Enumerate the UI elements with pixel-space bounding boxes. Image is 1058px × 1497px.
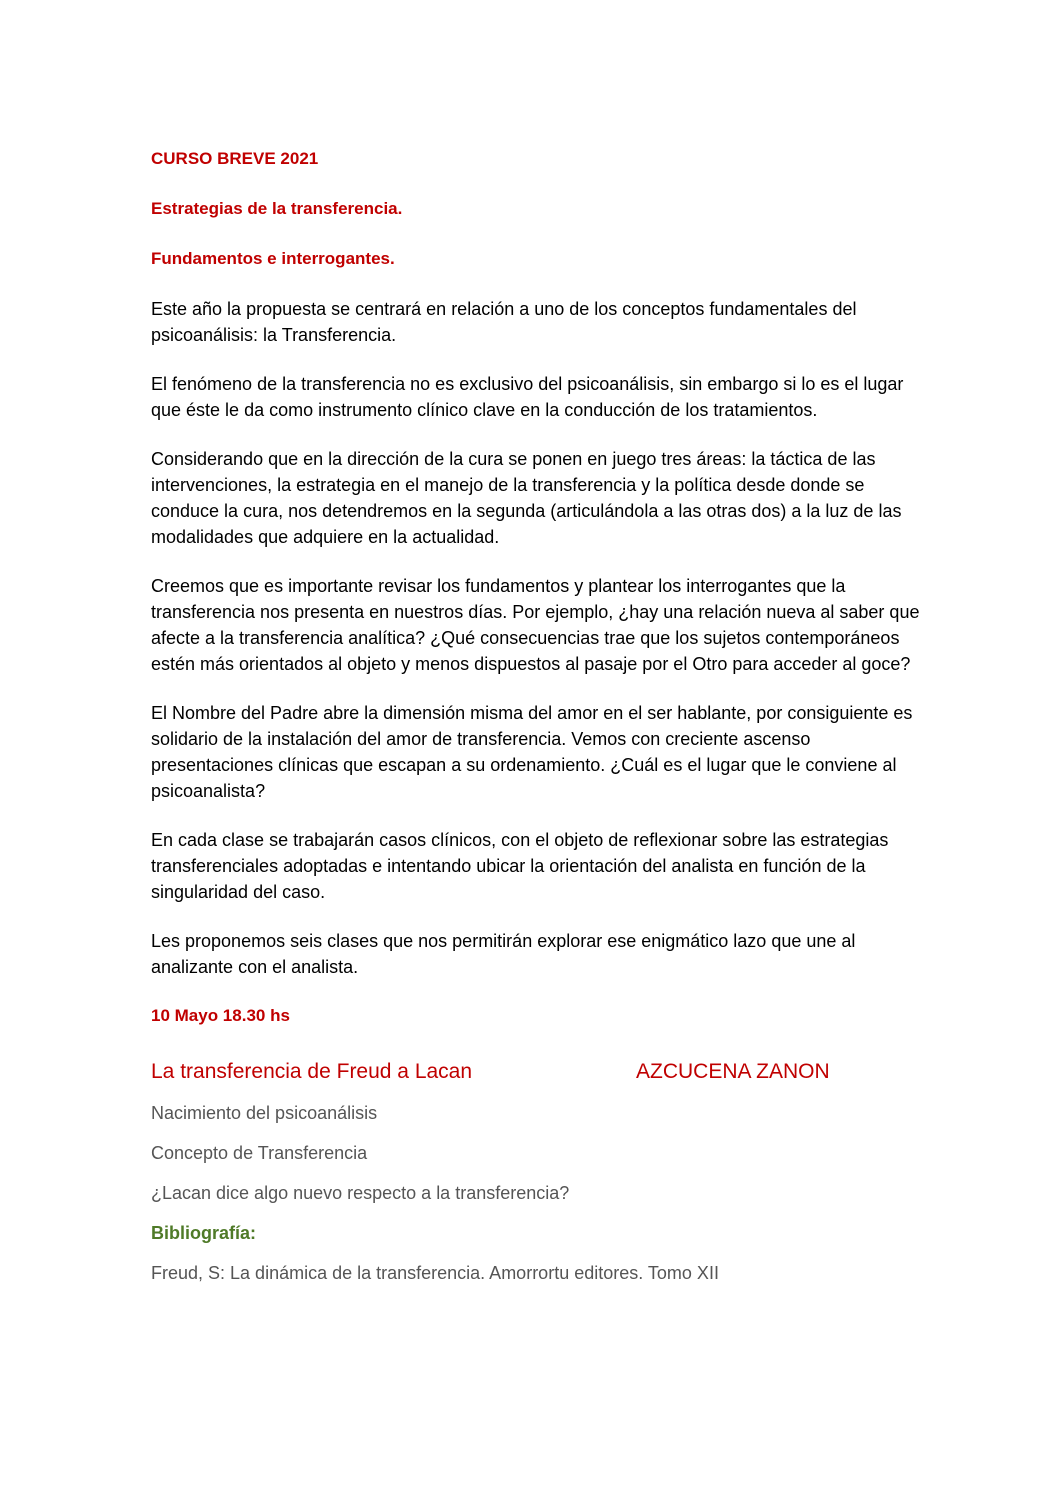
- course-label: CURSO BREVE 2021: [151, 149, 319, 168]
- session-title: La transferencia de Freud a Lacan: [151, 1060, 473, 1083]
- paragraph-six-classes: Les proponemos seis clases que nos permitirán explorar ese enigmático lazo que une al analizante con el analista.: [151, 931, 856, 977]
- session-speaker: AZCUCENA ZANON: [636, 1060, 830, 1083]
- document-title: Estrategias de la transferencia.: [151, 199, 403, 218]
- session-header: [151, 1057, 921, 1087]
- topic-item: Concepto de Transferencia: [151, 1143, 368, 1163]
- bibliography-item: Freud, S: La dinámica de la transferencia. Amorrortu editores. Tomo XII: [151, 1263, 719, 1283]
- bibliography-heading: Bibliografía:: [151, 1223, 257, 1243]
- paragraph-name-of-father: El Nombre del Padre abre la dimensión misma del amor en el ser hablante, por consiguiente es solidario de la instalación del amor de transferencia. Vemos con creciente ascenso presentaciones clínicas que escapan a su ordenamiento. ¿Cuál es el lugar que le conviene al psicoanalista?: [151, 703, 913, 801]
- topic-item: Nacimiento del psicoanálisis: [151, 1103, 378, 1123]
- topic-item: ¿Lacan dice algo nuevo respecto a la transferencia?: [151, 1183, 570, 1203]
- paragraph-clinical-cases: En cada clase se trabajarán casos clínicos, con el objeto de reflexionar sobre las estrategias transferenciales adoptadas e intentando ubicar la orientación del analista en función de la singularidad del caso.: [151, 830, 889, 902]
- paragraph-direction-of-cure: Considerando que en la dirección de la cura se ponen en juego tres áreas: la táctica de las intervenciones, la estrategia en el manejo de la transferencia y la política desde donde se conduce la cura, nos detendremos en la segunda (articulándola a las otras dos) a la luz de las modalidades que adquiere en la actualidad.: [151, 449, 902, 547]
- document-subtitle: Fundamentos e interrogantes.: [151, 249, 395, 268]
- paragraph-phenomenon: El fenómeno de la transferencia no es exclusivo del psicoanálisis, sin embargo si lo es el lugar que éste le da como instrumento clínico clave en la conducción de los tratamientos.: [151, 374, 904, 420]
- paragraph-intro: Este año la propuesta se centrará en relación a uno de los conceptos fundamentales del psicoanálisis: la Transferencia.: [151, 299, 857, 345]
- document-content: [151, 146, 921, 1285]
- session-date: 10 Mayo 18.30 hs: [151, 1006, 290, 1025]
- paragraph-questions: Creemos que es importante revisar los fundamentos y plantear los interrogantes que la transferencia nos presenta en nuestros días. Por ejemplo, ¿hay una relación nueva al saber que afecte a la transferencia analítica? ¿Qué consecuencias trae que los sujetos contemporáneos estén más orientados al objeto y menos dispuestos al pasaje por el Otro para acceder al goce?: [151, 576, 920, 674]
